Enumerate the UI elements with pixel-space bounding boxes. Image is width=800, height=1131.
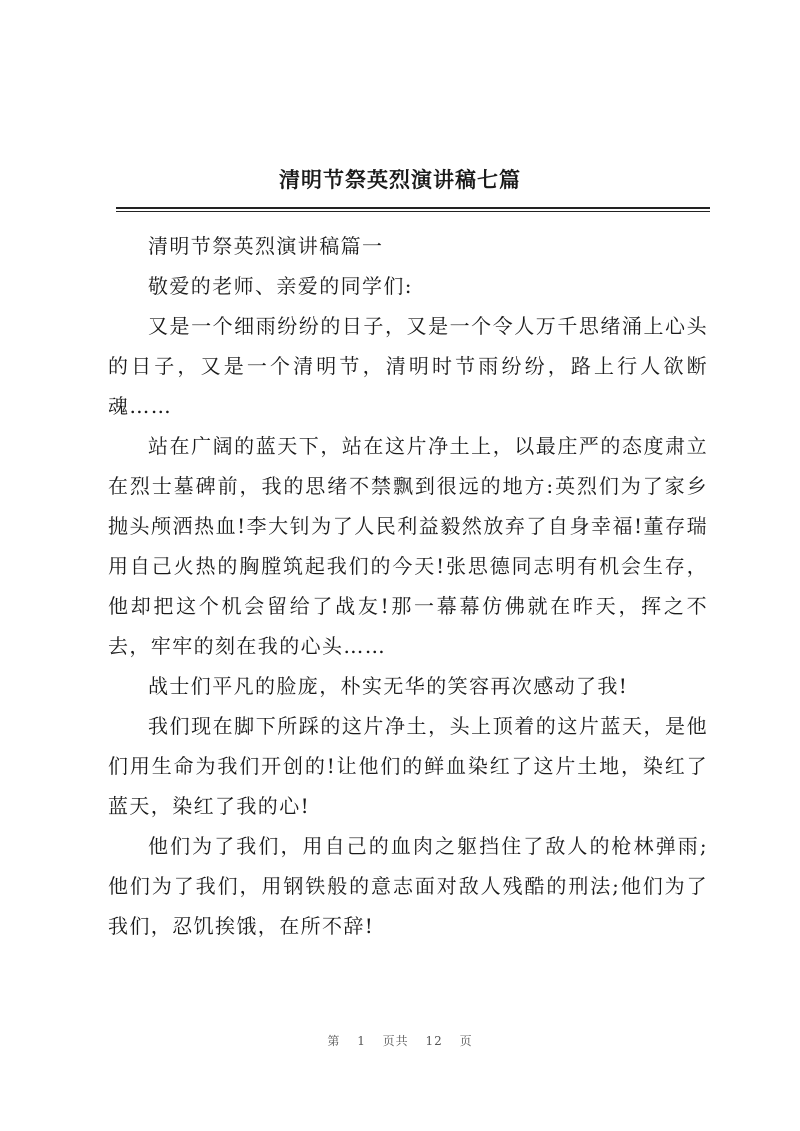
footer-middle: 页共	[382, 1034, 409, 1048]
footer-suffix: 页	[459, 1034, 473, 1048]
body-paragraph: 我们现在脚下所踩的这片净土，头上顶着的这片蓝天，是他们用生命为我们开创的!让他们的鲜血染红了这片土地，染红了蓝天，染红了我的心!	[108, 714, 708, 818]
document-body	[108, 226, 708, 946]
footer-prefix: 第	[327, 1034, 341, 1048]
title-underline-divider	[116, 207, 710, 212]
footer-current-page: 1	[357, 1034, 366, 1048]
section-heading: 清明节祭英烈演讲稿篇一	[148, 234, 384, 258]
body-paragraph: 战士们平凡的脸庞，朴实无华的笑容再次感动了我!	[148, 674, 629, 698]
footer-total-pages: 12	[425, 1034, 443, 1048]
page-number-footer	[0, 1032, 800, 1049]
document-title: 清明节祭英烈演讲稿七篇	[279, 167, 521, 192]
salutation-paragraph: 敬爱的老师、亲爱的同学们:	[148, 274, 413, 298]
body-paragraph: 他们为了我们，用自己的血肉之躯挡住了敌人的枪林弹雨;他们为了我们，用钢铁般的意志面对敌人残酷的刑法;他们为了我们，忍饥挨饿，在所不辞!	[108, 834, 708, 938]
body-paragraph: 站在广阔的蓝天下，站在这片净土上，以最庄严的态度肃立在烈士墓碑前，我的思绪不禁飘到很远的地方:英烈们为了家乡抛头颅洒热血!李大钊为了人民利益毅然放弃了自身幸福!董存瑞用自己火热的胸膛筑起我们的今天!张思德同志明有机会生存，他却把这个机会留给了战友!那一幕幕仿佛就在昨天，挥之不去，牢牢的刻在我的心头……	[108, 434, 708, 658]
body-paragraph: 又是一个细雨纷纷的日子，又是一个令人万千思绪涌上心头的日子，又是一个清明节，清明时节雨纷纷，路上行人欲断魂……	[108, 314, 708, 418]
